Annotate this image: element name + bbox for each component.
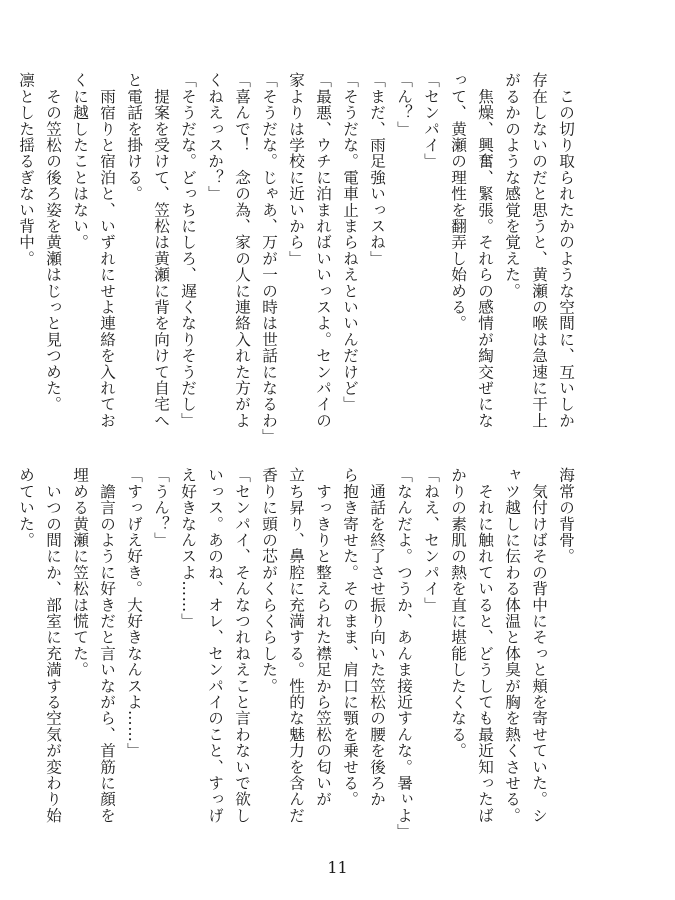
text-line: と電話を掛ける。 (125, 72, 143, 202)
text-line: ャツ越しに伝わる体温と体臭が胸を熱くさせる。 (503, 467, 521, 824)
text-line: 存在しないのだと思うと、黄瀬の喉は急速に干上 (530, 72, 548, 429)
text-line: え好きなんスよ……」 (179, 467, 197, 629)
text-line: 「喜んで！ 念の為、家の人に連絡入れた方がよ (233, 72, 251, 429)
text-line: 焦燥、興奮、緊張。それらの感情が綯交ぜにな (476, 72, 494, 429)
text-line: くねえっスか？」 (206, 72, 224, 202)
text-line: その笠松の後ろ姿を黄瀬はじっと見つめた。 (44, 72, 62, 413)
text-line: 提案を受けて、笠松は黄瀬に背を向けて自宅へ (152, 72, 170, 429)
text-line: 通話を終了させ振り向いた笠松の腰を後ろか (368, 467, 386, 808)
text-line: 「うん？」 (152, 467, 170, 548)
text-line: 雨宿りと宿泊と、いずれにせよ連絡を入れてお (98, 72, 116, 429)
text-line: がるかのような感覚を覚えた。 (503, 72, 521, 299)
text-line: 埋める黄瀬に笠松は慌てた。 (71, 467, 89, 678)
text-line: 「なんだよ。つうか、あんま接近すんな。暑ぃよ」 (395, 467, 413, 840)
text-line: それに触れていると、どうしても最近知ったば (476, 467, 494, 824)
text-line: 家よりは学校に近いから」 (287, 72, 305, 267)
text-line: くに越したことはない。 (71, 72, 89, 251)
text-line: 「そうだな。電車止まらねえといいんだけど」 (341, 72, 359, 413)
text-line: 立ち昇り、鼻腔に充満する。性的な魅力を含んだ (287, 467, 305, 824)
page-number: 11 (327, 858, 348, 877)
text-line: 「まだ、雨足強いっスね」 (368, 72, 386, 267)
text-line: めていた。 (17, 467, 35, 548)
text-line: 海常の背骨。 (557, 467, 575, 565)
text-line: 香りに頭の芯がくらくらした。 (260, 467, 278, 694)
text-line: 凛とした揺るぎない背中。 (17, 72, 35, 267)
text-line: 「最悪、ウチに泊まればいいっスよ。センパイの (314, 72, 332, 429)
text-line: いっス。あのね、オレ、センパイのこと、すっげ (206, 467, 224, 824)
text-line: かりの素肌の熱を直に堪能したくなる。 (449, 467, 467, 759)
text-line: って、黄瀬の理性を翻弄し始める。 (449, 72, 467, 332)
text-line: 気付けばその背中にそっと頬を寄せていた。シ (530, 467, 548, 824)
text-line: 「ねえ、センパイ」 (422, 467, 440, 613)
text-line: 譫言のように好きだと言いながら、首筋に顔を (98, 467, 116, 824)
text-line: 「すっげえ好き。大好きなんスよ……」 (125, 467, 143, 759)
text-line: 「センパイ、そんなつれねえこと言わないで欲し (233, 467, 251, 824)
text-line: いつの間にか、部室に充満する空気が変わり始 (44, 467, 62, 824)
text-line: すっきりと整えられた襟足から笠松の匂いが (314, 467, 332, 808)
text-line: 「センパイ」 (422, 72, 440, 170)
upper-text-block (17, 72, 579, 452)
text-line: ら抱き寄せた。そのまま、肩口に顎を乗せる。 (341, 467, 359, 808)
text-line: この切り取られたかのような空間に、互いしか (557, 72, 575, 429)
text-line: 「そうだな。じゃあ、万が一の時は世話になるわ」 (260, 72, 278, 445)
lower-text-block (17, 467, 579, 847)
text-line: 「ん？」 (395, 72, 413, 137)
text-line: 「そうだな。どっちにしろ、遅くなりそうだし」 (179, 72, 197, 429)
